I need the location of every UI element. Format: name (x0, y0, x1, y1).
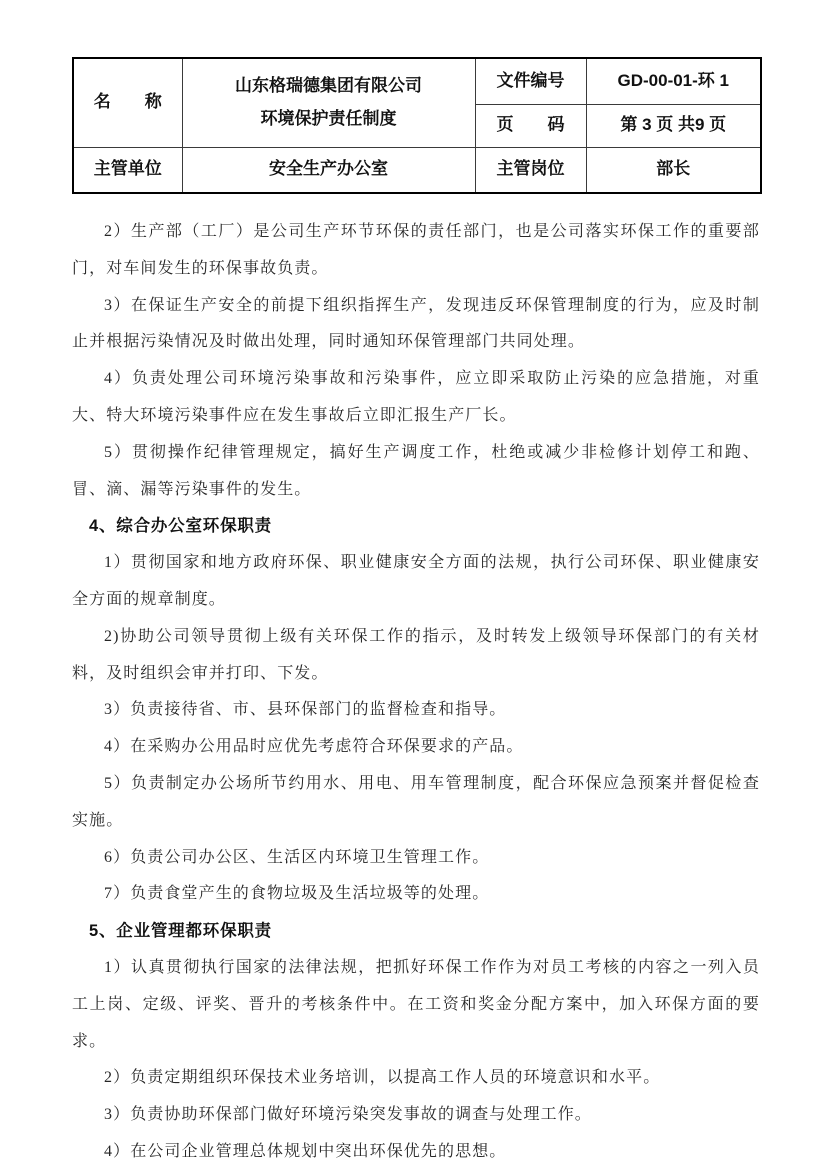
body-paragraph: 3）负责接待省、市、县环保部门的监督检查和指导。 (104, 701, 507, 719)
section-heading-5: 5、企业管理都环保职责 (89, 922, 272, 941)
body-paragraph: 6）负责公司办公区、生活区内环境卫生管理工作。 (104, 848, 490, 866)
name-label-cell: 名 称 (73, 58, 182, 147)
page-number-value-cell: 第 3 页 共9 页 (586, 104, 761, 147)
body-paragraph: 2）负责定期组织环保技术业务培训，以提高工作人员的环境意识和水平。 (104, 1069, 661, 1087)
post-value-cell: 部长 (586, 147, 761, 193)
document-header-table (72, 57, 762, 194)
post-label-cell: 主管岗位 (475, 147, 586, 193)
document-title-line1: 山东格瑞德集团有限公司 (235, 75, 422, 95)
doc-number-value-cell: GD-00-01-环 1 (586, 58, 761, 104)
document-body (72, 214, 760, 1169)
body-paragraph: 3）负责协助环保部门做好环境污染突发事故的调查与处理工作。 (104, 1106, 592, 1124)
body-paragraph: 1）贯彻国家和地方政府环保、职业健康安全方面的法规，执行公司环保、职业健康安全方面的规章制度。 (72, 554, 760, 608)
document-title-cell (182, 58, 475, 147)
document-title-line2: 环境保护责任制度 (260, 109, 397, 129)
body-paragraph: 5）贯彻操作纪律管理规定，搞好生产调度工作，杜绝或减少非检修计划停工和跑、冒、滴、漏等污染事件的发生。 (72, 443, 760, 498)
doc-number-label-cell: 文件编号 (475, 58, 586, 104)
page-number-label-cell: 页 码 (475, 104, 586, 147)
body-paragraph: 4）在采购办公用品时应优先考虑符合环保要求的产品。 (104, 738, 524, 756)
section-heading-4: 4、综合办公室环保职责 (89, 517, 272, 536)
unit-value-cell: 安全生产办公室 (182, 147, 475, 193)
body-paragraph: 7）负责食堂产生的食物垃圾及生活垃圾等的处理。 (104, 885, 490, 903)
body-paragraph: 5）负责制定办公场所节约用水、用电、用车管理制度，配合环保应急预案并督促检查实施。 (72, 774, 760, 829)
body-paragraph: 4）在公司企业管理总体规划中突出环保优先的思想。 (104, 1142, 507, 1160)
body-paragraph: 4）负责处理公司环境污染事故和污染事件，应立即采取防止污染的应急措施，对重大、特大环境污染事件应在发生事故后立即汇报生产厂长。 (72, 370, 760, 424)
unit-label-cell: 主管单位 (73, 147, 182, 193)
body-paragraph: 2）生产部（工厂）是公司生产环节环保的责任部门，也是公司落实环保工作的重要部门，对车间发生的环保事故负责。 (72, 223, 760, 277)
body-paragraph: 3）在保证生产安全的前提下组织指挥生产，发现违反环保管理制度的行为，应及时制止并根据污染情况及时做出处理，同时通知环保管理部门共同处理。 (72, 296, 760, 351)
body-paragraph: 1）认真贯彻执行国家的法律法规，把抓好环保工作作为对员工考核的内容之一列入员工上岗、定级、评奖、晋升的考核条件中。在工资和奖金分配方案中，加入环保方面的要求。 (72, 958, 760, 1050)
body-paragraph: 2)协助公司领导贯彻上级有关环保工作的指示，及时转发上级领导环保部门的有关材料，及时组织会审并打印、下发。 (72, 627, 760, 682)
